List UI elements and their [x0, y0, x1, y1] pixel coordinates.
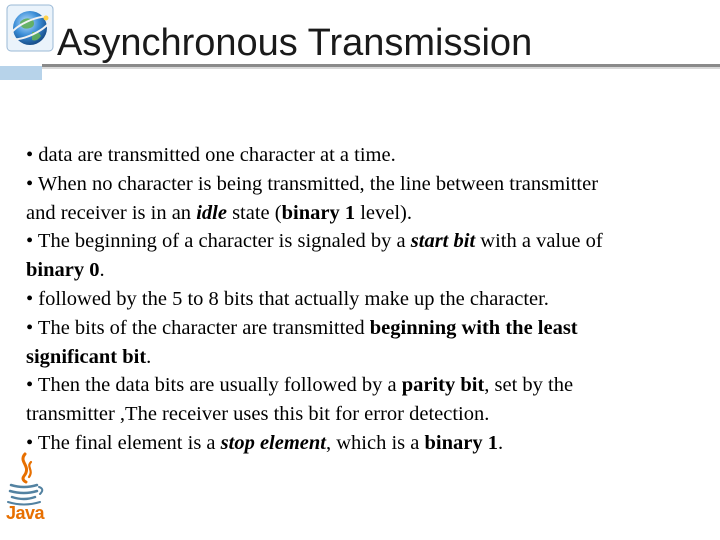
body-text-run: • data are transmitted one character at a time. [26, 144, 396, 166]
body-text-run: . [497, 431, 504, 454]
emphasized-term: beginning with the least [369, 316, 578, 339]
body-line [26, 170, 706, 199]
body-text-run: . [146, 345, 152, 368]
body-text-run: and receiver is in an [26, 201, 197, 224]
java-logo-text: Java [6, 503, 45, 523]
body-text-run: • When no character is being transmitted, the line between transmitter [26, 172, 599, 195]
body-text-run: transmitter ,The receiver uses this bit for error detection. [26, 403, 490, 426]
header-accent-bar [0, 66, 42, 80]
body-line [26, 400, 706, 429]
emphasized-term: binary 1 [281, 201, 356, 224]
body-text-run: , which is a [326, 431, 425, 454]
slide-title: Asynchronous Transmission [57, 22, 533, 64]
body-line [26, 314, 706, 343]
body-line [26, 343, 706, 372]
body-text-run: • The bits of the character are transmitted [26, 316, 370, 339]
body-line [26, 371, 706, 400]
emphasized-term: idle [196, 201, 227, 224]
body-line [26, 256, 706, 285]
emphasized-term: start bit [410, 230, 476, 253]
emphasized-term: parity bit [401, 374, 485, 397]
body-text-run: state ( [226, 201, 282, 224]
body-text-run: • The final element is a [26, 431, 221, 454]
body-line [26, 227, 706, 256]
slide-body [26, 141, 706, 458]
body-text-run: • followed by the 5 to 8 bits that actually make up the character. [26, 287, 549, 310]
body-line [26, 141, 706, 170]
emphasized-term: stop element [220, 431, 326, 454]
emphasized-term: binary 0 [26, 259, 100, 282]
globe-icon [6, 4, 54, 52]
body-text-run: level). [355, 201, 412, 224]
body-text-run: , set by the [484, 374, 574, 397]
emphasized-term: binary 1 [424, 431, 498, 454]
emphasized-term: significant bit [26, 345, 147, 368]
body-line [26, 199, 706, 228]
body-text-run: with a value of [475, 230, 603, 253]
body-text-run: • The beginning of a character is signaled by a [26, 230, 411, 253]
body-text-run: . [99, 259, 105, 282]
body-line [26, 429, 706, 458]
body-text-run: • Then the data bits are usually followed by a [26, 374, 402, 397]
title-underline-shadow [42, 67, 720, 69]
body-line [26, 285, 706, 314]
